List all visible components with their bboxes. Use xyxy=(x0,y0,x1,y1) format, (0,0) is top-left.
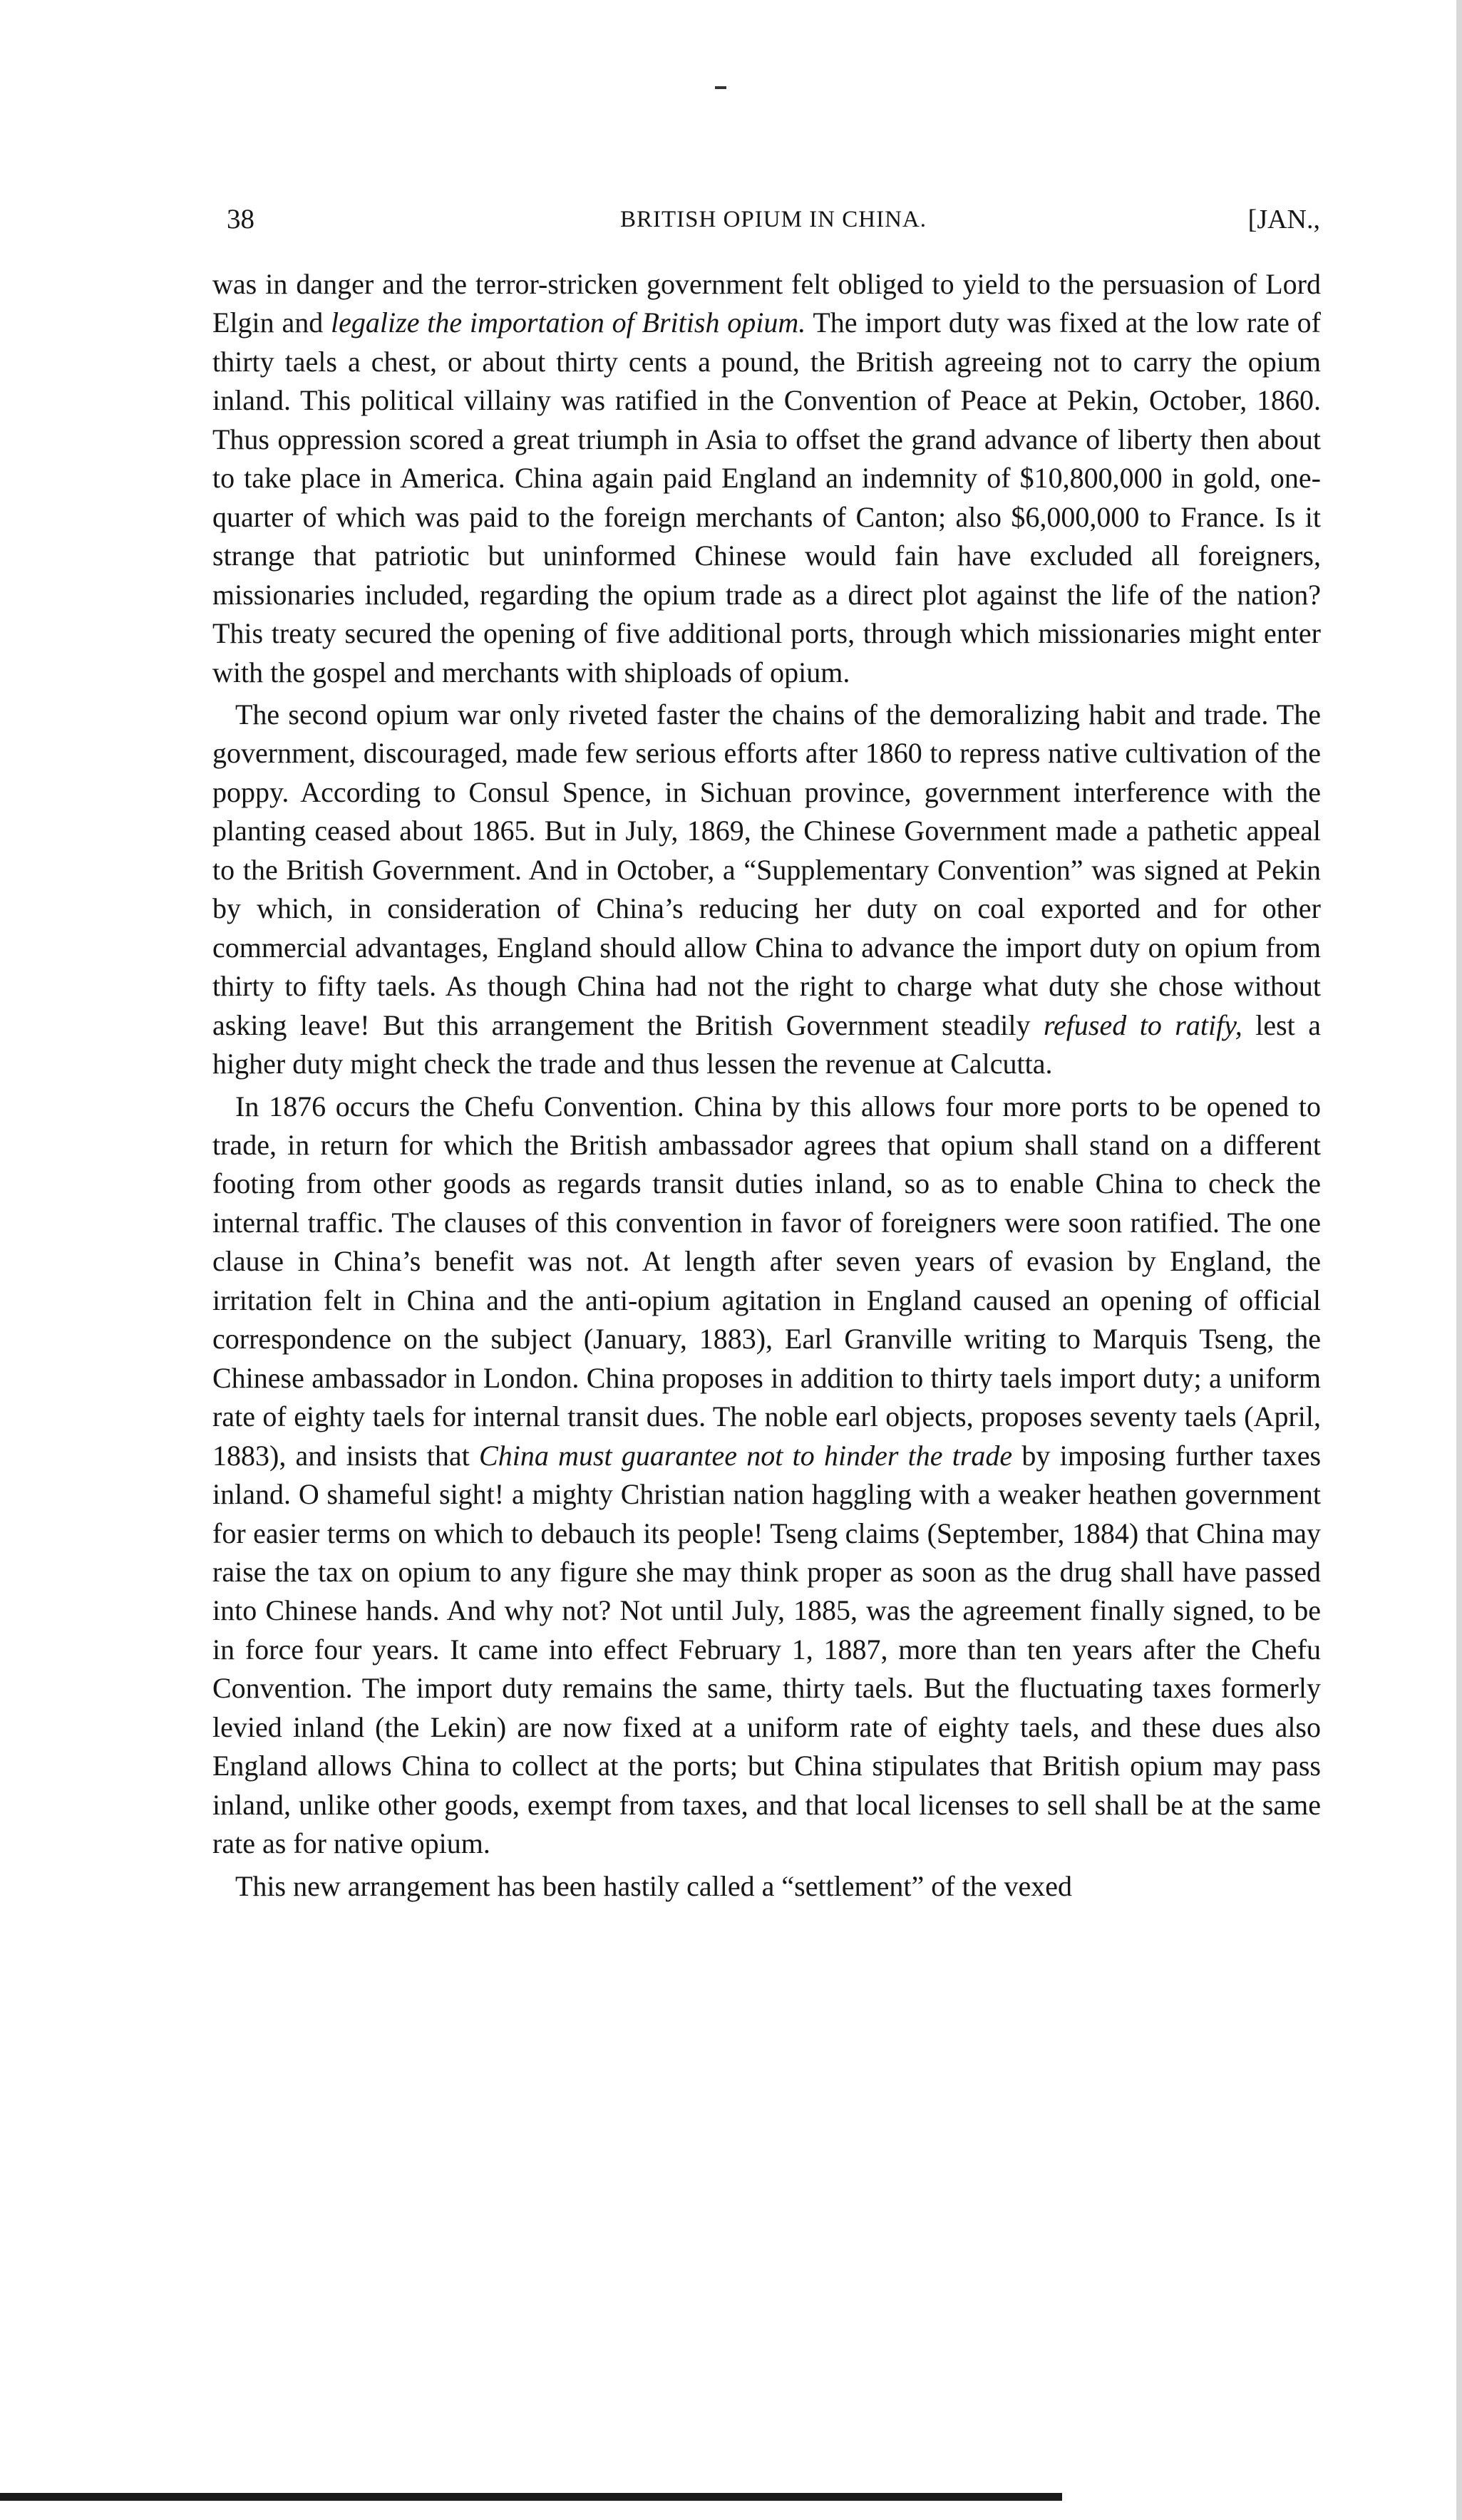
article-body xyxy=(212,265,1321,1909)
page-edge xyxy=(1456,0,1462,2520)
paragraph-text: The second opium war only riveted faster the chains of the demoralizing habit and trade. The government, discouraged, made few serious efforts after 1860 to repress native cultivation of the poppy. According to Consul Spence, in Sichuan province, government interference with the planting ceased about 1865. But in July, 1869, the Chinese Government made a pathetic appeal to the British Government. And in October, a “Supplementary Convention” was signed at Pekin by which, in consideration of China’s reducing her duty on coal exported and for other commercial advantages, England should allow China to advance the import duty on opium from thirty to fifty taels. As though China had not the right to charge what duty she chose without asking leave! But this arrangement the British Government steadily xyxy=(212,698,1321,1041)
page-number: 38 xyxy=(227,204,254,234)
bottom-rule xyxy=(0,2493,1062,2501)
paragraph-text: The import duty was fixed at the low rate of thirty taels a chest, or about thirty cents a pound, the British agreeing not to carry the opium inland. This political villainy was ratified in the Convention of Peace at Pekin, October, 1860. Thus oppression scored a great triumph in Asia to offset the grand advance of liberty then about to take place in America. China again paid England an indemnity of $10,800,000 in gold, one-quarter of which was paid to the foreign merchants of Canton; also $6,000,000 to France. Is it strange that patriotic but uninformed Chinese would fain have excluded all foreigners, missionaries included, regarding the opium trade as a direct plot against the life of the nation? This treaty secured the opening of five additional ports, through which missionaries might enter with the gospel and merchants with shiploads of opium. xyxy=(212,306,1321,688)
paragraph-italic-text: legalize the importation of British opium. xyxy=(331,306,806,339)
issue-month: [JAN., xyxy=(1247,205,1320,234)
paragraph-text: In 1876 occurs the Chefu Convention. China by this allows four more ports to be opened to trade, in return for which the British ambassador agrees that opium shall stand on a different footing from other goods as regards transit duties inland, so as to enable China to check the internal traffic. The clauses of this convention in favor of foreigners were soon ratified. The one clause in China’s benefit was not. At length after seven years of evasion by England, the irritation felt in China and the anti-opium agitation in England caused an opening of official correspondence on the subject (January, 1883), Earl Granville writing to Marquis Tseng, the Chinese ambassador in London. China proposes in addition to thirty taels import duty; a uniform rate of eighty taels for internal transit dues. The noble earl objects, proposes seventy taels (April, 1883), and insists that xyxy=(212,1090,1321,1472)
running-title: BRITISH OPIUM IN CHINA. xyxy=(619,207,927,232)
paragraph-text: lest a higher duty might check the trade and thus lessen the revenue at Calcutta. xyxy=(212,1008,1321,1080)
paragraph xyxy=(212,1088,1321,1864)
paragraph xyxy=(212,696,1321,1084)
page-mark xyxy=(715,86,726,89)
paragraph-italic-text: China must guarantee not to hinder the trade xyxy=(479,1439,1013,1472)
paragraph xyxy=(212,265,1321,692)
paragraph-text: by imposing further taxes inland. O shameful sight! a mighty Christian nation haggling with a weaker heathen government for easier terms on which to debauch its people! Tseng claims (September, 1884) that China may raise the tax on opium to any figure she may think proper as soon as the drug shall have passed into Chinese hands. And why not? Not until July, 1885, was the agreement finally signed, to be in force four years. It came into effect February 1, 1887, more than ten years after the Chefu Convention. The import duty remains the same, thirty taels. But the fluctuating taxes formerly levied inland (the Lekin) are now fixed at a uniform rate of eighty taels, and these dues also England allows China to collect at the ports; but China stipulates that British opium may pass inland, unlike other goods, exempt from taxes, and that local licenses to sell shall be at the same rate as for native opium. xyxy=(212,1439,1322,1860)
paragraph-italic-text: refused to ratify, xyxy=(1043,1008,1242,1041)
paragraph-text: was in danger and the terror-stricken government felt obliged to yield to the persuasion of Lord Elgin and xyxy=(212,268,1321,339)
running-head xyxy=(227,201,1320,238)
paragraph-text: This new arrangement has been hastily called a “settlement” of the vexed xyxy=(235,1869,1072,1902)
paragraph xyxy=(212,1867,1321,1906)
